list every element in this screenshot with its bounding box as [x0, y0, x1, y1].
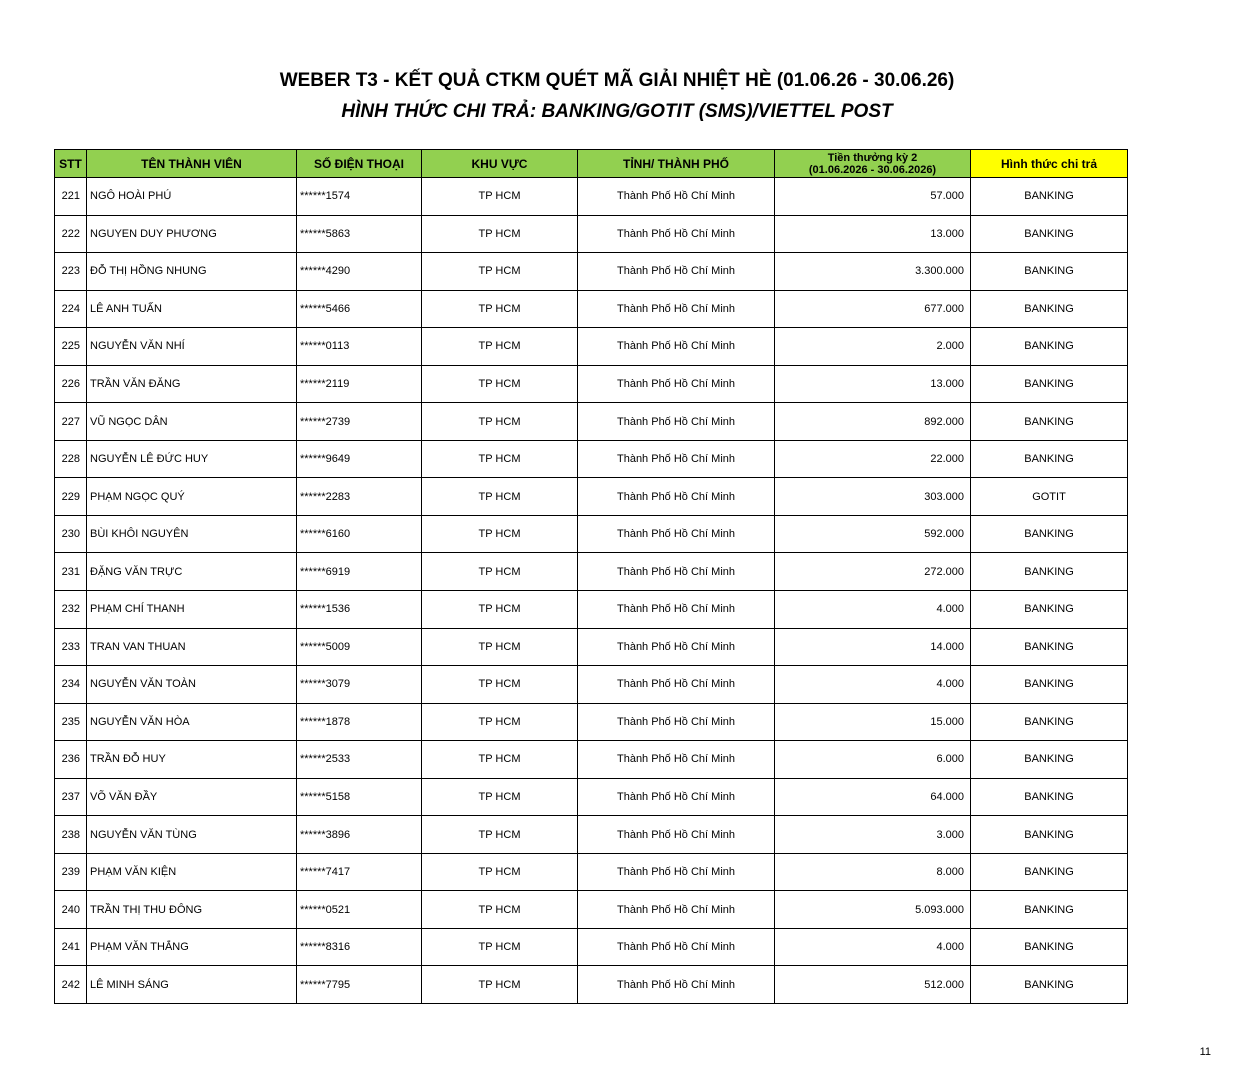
table-row [55, 478, 1128, 516]
cell-payment: BANKING [971, 215, 1128, 253]
cell-payment: BANKING [971, 440, 1128, 478]
cell-name: NGUYỄN LÊ ĐỨC HUY [87, 440, 297, 478]
cell-phone: ******5863 [297, 215, 422, 253]
cell-region: TP HCM [422, 628, 578, 666]
table-row [55, 178, 1128, 216]
cell-phone: ******2739 [297, 403, 422, 441]
cell-phone: ******2533 [297, 741, 422, 779]
cell-city: Thành Phố Hồ Chí Minh [578, 440, 775, 478]
header-payment: Hình thức chi trả [971, 150, 1128, 178]
cell-city: Thành Phố Hồ Chí Minh [578, 365, 775, 403]
cell-region: TP HCM [422, 403, 578, 441]
cell-payment: BANKING [971, 178, 1128, 216]
header-phone: SỐ ĐIỆN THOẠI [297, 150, 422, 178]
cell-phone: ******1574 [297, 178, 422, 216]
header-region: KHU VỰC [422, 150, 578, 178]
table-row [55, 328, 1128, 366]
table-row [55, 553, 1128, 591]
cell-city: Thành Phố Hồ Chí Minh [578, 666, 775, 704]
table-row [55, 515, 1128, 553]
cell-city: Thành Phố Hồ Chí Minh [578, 328, 775, 366]
cell-amount: 512.000 [775, 966, 971, 1004]
cell-phone: ******7417 [297, 853, 422, 891]
cell-stt: 230 [55, 515, 87, 553]
cell-amount: 13.000 [775, 215, 971, 253]
cell-amount: 14.000 [775, 628, 971, 666]
cell-payment: BANKING [971, 628, 1128, 666]
cell-amount: 272.000 [775, 553, 971, 591]
cell-name: TRẦN ĐỖ HUY [87, 741, 297, 779]
cell-name: NGUYỄN VĂN HÒA [87, 703, 297, 741]
cell-city: Thành Phố Hồ Chí Minh [578, 215, 775, 253]
cell-name: NGUYỄN VĂN TOÀN [87, 666, 297, 704]
page-number: 11 [1199, 1046, 1211, 1058]
cell-region: TP HCM [422, 178, 578, 216]
cell-amount: 4.000 [775, 591, 971, 629]
cell-region: TP HCM [422, 853, 578, 891]
cell-stt: 226 [55, 365, 87, 403]
cell-stt: 234 [55, 666, 87, 704]
cell-payment: BANKING [971, 591, 1128, 629]
cell-name: TRAN VAN THUAN [87, 628, 297, 666]
cell-stt: 229 [55, 478, 87, 516]
cell-name: BÙI KHÔI NGUYÊN [87, 515, 297, 553]
cell-payment: BANKING [971, 365, 1128, 403]
cell-amount: 592.000 [775, 515, 971, 553]
cell-city: Thành Phố Hồ Chí Minh [578, 853, 775, 891]
table-row [55, 365, 1128, 403]
cell-stt: 239 [55, 853, 87, 891]
cell-stt: 225 [55, 328, 87, 366]
cell-region: TP HCM [422, 328, 578, 366]
cell-payment: BANKING [971, 515, 1128, 553]
header-city: TỈNH/ THÀNH PHỐ [578, 150, 775, 178]
cell-stt: 241 [55, 928, 87, 966]
header-amount-line1: Tiền thưởng kỳ 2 [827, 151, 918, 164]
cell-phone: ******3896 [297, 816, 422, 854]
cell-stt: 235 [55, 703, 87, 741]
cell-stt: 221 [55, 178, 87, 216]
cell-amount: 22.000 [775, 440, 971, 478]
cell-stt: 231 [55, 553, 87, 591]
table-row [55, 253, 1128, 291]
cell-amount: 5.093.000 [775, 891, 971, 929]
cell-amount: 13.000 [775, 365, 971, 403]
cell-city: Thành Phố Hồ Chí Minh [578, 628, 775, 666]
cell-payment: BANKING [971, 891, 1128, 929]
cell-phone: ******6919 [297, 553, 422, 591]
cell-payment: BANKING [971, 703, 1128, 741]
table-row [55, 891, 1128, 929]
cell-name: VŨ NGỌC DÂN [87, 403, 297, 441]
cell-payment: BANKING [971, 666, 1128, 704]
cell-payment: BANKING [971, 928, 1128, 966]
cell-city: Thành Phố Hồ Chí Minh [578, 891, 775, 929]
cell-phone: ******0521 [297, 891, 422, 929]
cell-region: TP HCM [422, 891, 578, 929]
table-row [55, 290, 1128, 328]
header-name: TÊN THÀNH VIÊN [87, 150, 297, 178]
cell-city: Thành Phố Hồ Chí Minh [578, 290, 775, 328]
cell-phone: ******5158 [297, 778, 422, 816]
cell-payment: BANKING [971, 553, 1128, 591]
table-row [55, 440, 1128, 478]
cell-name: LÊ MINH SÁNG [87, 966, 297, 1004]
cell-phone: ******2119 [297, 365, 422, 403]
cell-phone: ******0113 [297, 328, 422, 366]
cell-city: Thành Phố Hồ Chí Minh [578, 703, 775, 741]
cell-amount: 892.000 [775, 403, 971, 441]
cell-payment: BANKING [971, 778, 1128, 816]
cell-region: TP HCM [422, 778, 578, 816]
cell-amount: 2.000 [775, 328, 971, 366]
cell-name: ĐẶNG VĂN TRỰC [87, 553, 297, 591]
cell-stt: 238 [55, 816, 87, 854]
cell-amount: 677.000 [775, 290, 971, 328]
cell-payment: BANKING [971, 328, 1128, 366]
cell-name: TRẦN VĂN ĐĂNG [87, 365, 297, 403]
cell-payment: BANKING [971, 403, 1128, 441]
table-body [55, 178, 1128, 1004]
header-amount [775, 150, 971, 178]
cell-amount: 4.000 [775, 666, 971, 704]
cell-city: Thành Phố Hồ Chí Minh [578, 591, 775, 629]
cell-phone: ******8316 [297, 928, 422, 966]
cell-payment: BANKING [971, 290, 1128, 328]
cell-city: Thành Phố Hồ Chí Minh [578, 253, 775, 291]
cell-name: NGUYEN DUY PHƯƠNG [87, 215, 297, 253]
cell-stt: 224 [55, 290, 87, 328]
cell-city: Thành Phố Hồ Chí Minh [578, 928, 775, 966]
table-row [55, 591, 1128, 629]
cell-city: Thành Phố Hồ Chí Minh [578, 178, 775, 216]
cell-city: Thành Phố Hồ Chí Minh [578, 515, 775, 553]
cell-region: TP HCM [422, 928, 578, 966]
table-row [55, 928, 1128, 966]
cell-stt: 242 [55, 966, 87, 1004]
cell-city: Thành Phố Hồ Chí Minh [578, 403, 775, 441]
cell-region: TP HCM [422, 478, 578, 516]
cell-amount: 3.000 [775, 816, 971, 854]
cell-payment: BANKING [971, 853, 1128, 891]
cell-region: TP HCM [422, 703, 578, 741]
cell-stt: 223 [55, 253, 87, 291]
cell-phone: ******5466 [297, 290, 422, 328]
cell-stt: 237 [55, 778, 87, 816]
cell-region: TP HCM [422, 515, 578, 553]
cell-name: PHẠM NGỌC QUÝ [87, 478, 297, 516]
cell-stt: 232 [55, 591, 87, 629]
cell-stt: 227 [55, 403, 87, 441]
cell-name: PHẠM CHÍ THANH [87, 591, 297, 629]
cell-name: VÕ VĂN ĐẦY [87, 778, 297, 816]
header-row [55, 150, 1128, 178]
cell-amount: 4.000 [775, 928, 971, 966]
results-table [54, 149, 1128, 1004]
table-row [55, 966, 1128, 1004]
cell-name: NGUYỄN VĂN NHÍ [87, 328, 297, 366]
document-title: WEBER T3 - KẾT QUẢ CTKM QUÉT MÃ GIẢI NHIỆT HÈ (01.06.26 - 30.06.26) [279, 70, 955, 91]
cell-city: Thành Phố Hồ Chí Minh [578, 778, 775, 816]
table-row [55, 853, 1128, 891]
cell-phone: ******4290 [297, 253, 422, 291]
cell-name: LÊ ANH TUẤN [87, 290, 297, 328]
cell-name: TRẦN THỊ THU ĐÔNG [87, 891, 297, 929]
cell-phone: ******1878 [297, 703, 422, 741]
cell-payment: GOTIT [971, 478, 1128, 516]
cell-phone: ******5009 [297, 628, 422, 666]
cell-region: TP HCM [422, 440, 578, 478]
cell-stt: 228 [55, 440, 87, 478]
header-amount-line2: (01.06.2026 - 30.06.2026) [808, 163, 937, 176]
cell-amount: 57.000 [775, 178, 971, 216]
cell-payment: BANKING [971, 253, 1128, 291]
cell-payment: BANKING [971, 966, 1128, 1004]
cell-payment: BANKING [971, 816, 1128, 854]
table-row [55, 215, 1128, 253]
cell-name: PHẠM VĂN THẮNG [87, 928, 297, 966]
cell-amount: 303.000 [775, 478, 971, 516]
cell-phone: ******3079 [297, 666, 422, 704]
cell-amount: 15.000 [775, 703, 971, 741]
cell-payment: BANKING [971, 741, 1128, 779]
cell-city: Thành Phố Hồ Chí Minh [578, 478, 775, 516]
cell-stt: 236 [55, 741, 87, 779]
cell-region: TP HCM [422, 553, 578, 591]
cell-region: TP HCM [422, 591, 578, 629]
cell-amount: 3.300.000 [775, 253, 971, 291]
table-header [55, 150, 1128, 178]
cell-phone: ******2283 [297, 478, 422, 516]
cell-region: TP HCM [422, 253, 578, 291]
cell-phone: ******1536 [297, 591, 422, 629]
cell-amount: 6.000 [775, 741, 971, 779]
cell-amount: 64.000 [775, 778, 971, 816]
header-stt: STT [55, 150, 87, 178]
cell-stt: 222 [55, 215, 87, 253]
document-subtitle: HÌNH THỨC CHI TRẢ: BANKING/GOTIT (SMS)/VIETTEL POST [341, 101, 893, 122]
cell-name: ĐỖ THỊ HỒNG NHUNG [87, 253, 297, 291]
table-row [55, 403, 1128, 441]
cell-phone: ******6160 [297, 515, 422, 553]
table-row [55, 778, 1128, 816]
cell-stt: 233 [55, 628, 87, 666]
cell-stt: 240 [55, 891, 87, 929]
table-row [55, 628, 1128, 666]
cell-city: Thành Phố Hồ Chí Minh [578, 966, 775, 1004]
table-row [55, 666, 1128, 704]
cell-region: TP HCM [422, 816, 578, 854]
cell-amount: 8.000 [775, 853, 971, 891]
cell-region: TP HCM [422, 365, 578, 403]
table-row [55, 816, 1128, 854]
cell-region: TP HCM [422, 666, 578, 704]
cell-city: Thành Phố Hồ Chí Minh [578, 816, 775, 854]
cell-phone: ******7795 [297, 966, 422, 1004]
cell-region: TP HCM [422, 290, 578, 328]
cell-region: TP HCM [422, 966, 578, 1004]
cell-name: PHẠM VĂN KIỆN [87, 853, 297, 891]
cell-city: Thành Phố Hồ Chí Minh [578, 553, 775, 591]
cell-region: TP HCM [422, 741, 578, 779]
cell-name: NGÔ HOÀI PHÚ [87, 178, 297, 216]
cell-name: NGUYỄN VĂN TÙNG [87, 816, 297, 854]
table-row [55, 703, 1128, 741]
cell-region: TP HCM [422, 215, 578, 253]
cell-city: Thành Phố Hồ Chí Minh [578, 741, 775, 779]
cell-phone: ******9649 [297, 440, 422, 478]
table-row [55, 741, 1128, 779]
